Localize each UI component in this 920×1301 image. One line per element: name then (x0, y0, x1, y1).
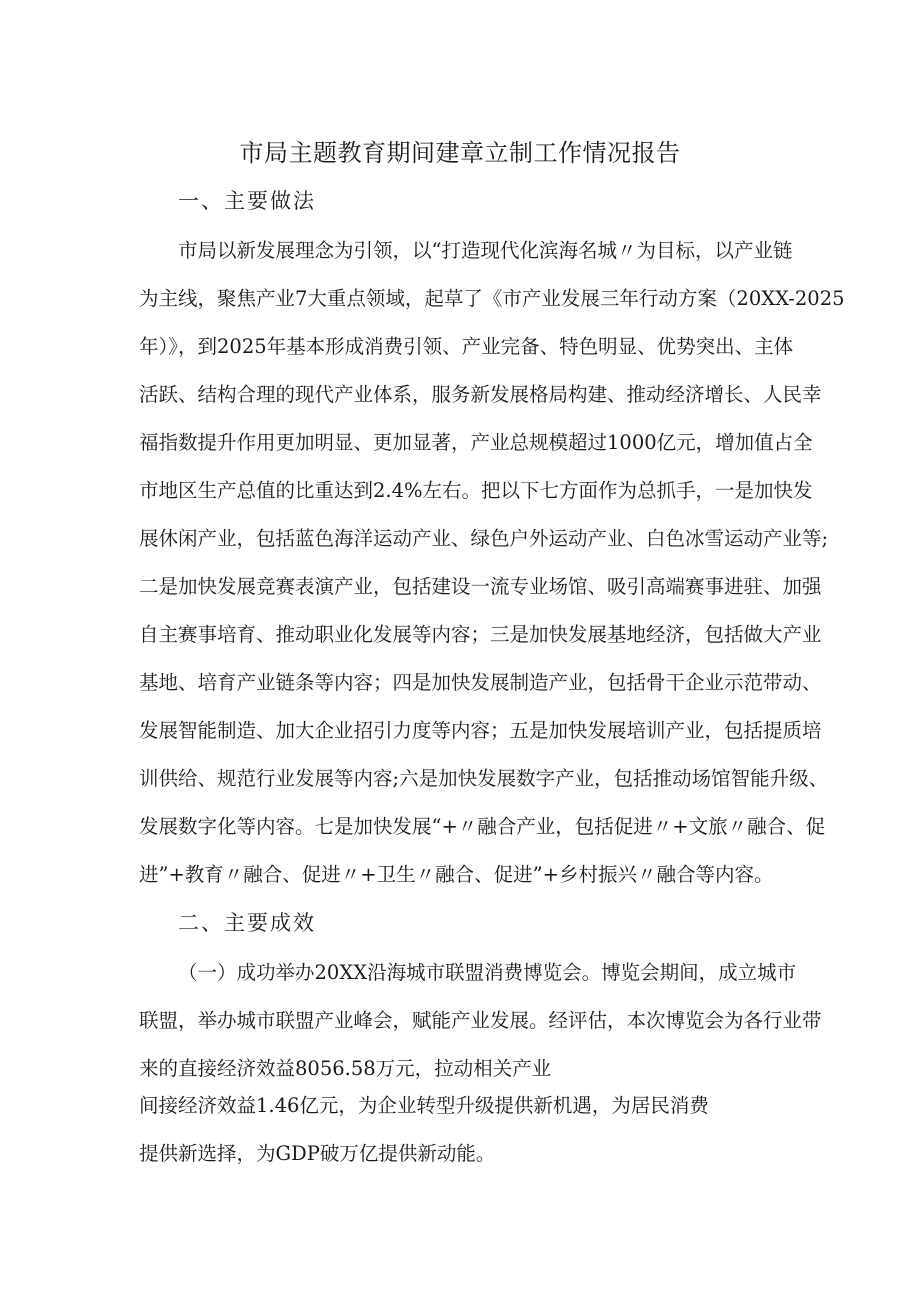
paragraph-line: 来的直接经济效益8056.58万元，拉动相关产业 (139, 1057, 552, 1080)
paragraph-line: 间接经济效益1.46亿元，为企业转型升级提供新机遇，为居民消费 (139, 1094, 709, 1117)
paragraph-line: 基地、培育产业链条等内容；四是加快发展制造产业，包括骨干企业示范带动、 (139, 671, 822, 694)
paragraph-line: 联盟，举办城市联盟产业峰会，赋能产业发展。经评估，本次博览会为各行业带 (139, 1009, 822, 1032)
paragraph-line: 自主赛事培育、推动职业化发展等内容；三是加快发展基地经济，包括做大产业 (139, 623, 822, 646)
section-heading-main-practices: 一、主要做法 (178, 189, 316, 213)
paragraph-line: 市地区生产总值的比重达到2.4%左右。把以下七方面作为总抓手，一是加快发 (139, 479, 813, 502)
paragraph-line: 福指数提升作用更加明显、更加显著，产业总规模超过1000亿元，增加值占全 (139, 431, 813, 454)
paragraph-line: 进”+教育〃融合、促进〃+卫生〃融合、促进”+乡村振兴〃融合等内容。 (139, 863, 774, 886)
paragraph-line: 年）》，到2025年基本形成消费引领、产业完备、特色明显、优势突出、主体 (139, 335, 794, 358)
document-title: 市局主题教育期间建章立制工作情况报告 (239, 139, 681, 167)
paragraph-line: 展休闲产业，包括蓝色海洋运动产业、绿色户外运动产业、白色冰雪运动产业等; (139, 527, 829, 550)
paragraph-line: 发展智能制造、加大企业招引力度等内容；五是加快发展培训产业，包括提质培 (139, 719, 822, 742)
paragraph-line: 市局以新发展理念为引领，以“打造现代化滨海名城〃为目标，以产业链 (178, 239, 793, 262)
paragraph-line: （一）成功举办20XX沿海城市联盟消费博览会。博览会期间，成立城市 (178, 961, 797, 984)
section-heading-main-results: 二、主要成效 (178, 911, 316, 935)
paragraph-line: 活跃、结构合理的现代产业体系，服务新发展格局构建、推动经济增长、人民幸 (139, 383, 822, 406)
paragraph-line: 提供新选择，为GDP破万亿提供新动能。 (139, 1142, 496, 1165)
paragraph-line: 为主线，聚焦产业7大重点领域，起草了《市产业发展三年行动方案（20XX-2025 (139, 287, 845, 310)
paragraph-line: 二是加快发展竞赛表演产业，包括建设一流专业场馆、吸引高端赛事进驻、加强 (139, 575, 822, 598)
paragraph-line: 发展数字化等内容。七是加快发展“+〃融合产业，包括促进〃+文旅〃融合、促 (139, 815, 826, 838)
paragraph-line: 训供给、规范行业发展等内容;六是加快发展数字产业，包括推动场馆智能升级、 (139, 767, 829, 790)
